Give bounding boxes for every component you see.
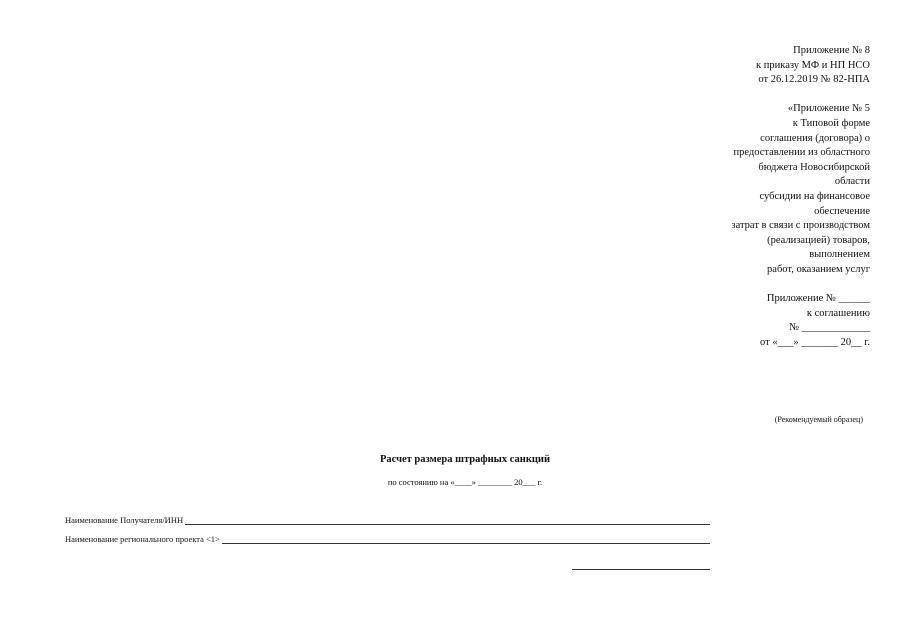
header-line: к Типовой форме (792, 117, 870, 129)
signature-line (572, 569, 710, 570)
header-line: области (834, 176, 870, 188)
project-underline (222, 533, 710, 544)
header-line: предоставлении из областного (733, 147, 870, 159)
project-label: Наименование регионального проекта <1> (65, 534, 220, 544)
header-line: обеспечение (814, 205, 870, 217)
header-line: работ, оказанием услуг (767, 263, 870, 275)
header-gap (650, 278, 870, 293)
as-of-date: по состоянию на «____» ________ 20___ г. (387, 477, 543, 487)
header-line: затрат в связи с производством (731, 220, 870, 232)
recipient-label: Наименование Получателя/ИНН (65, 515, 184, 525)
header-line: № _____________ (789, 322, 870, 334)
header-gap (650, 88, 870, 103)
header-line: соглашения (договора) о (760, 132, 870, 144)
header-line: от 26.12.2019 № 82-НПА (758, 74, 870, 86)
header-line: к соглашению (806, 307, 870, 319)
header-line: от «___» _______ 20__ г. (760, 336, 870, 348)
recipient-field (65, 513, 710, 525)
header-line: Приложение № 8 (793, 45, 870, 56)
header-line: выполнением (809, 249, 870, 261)
header-block (650, 44, 870, 350)
header-line: (реализацией) товаров, (767, 234, 870, 246)
document-title: Расчет размера штрафных санкций (379, 454, 551, 465)
header-line: Приложение № ______ (766, 293, 870, 305)
recipient-underline (185, 514, 710, 525)
recommended-sample-label: (Рекомендуемый образец) (774, 415, 863, 424)
header-line: «Приложение № 5 (787, 103, 870, 115)
header-line: субсидии на финансовое (759, 190, 870, 202)
header-line: бюджета Новосибирской (758, 161, 870, 173)
project-field (65, 532, 710, 544)
header-line: к приказу МФ и НП НСО (756, 59, 870, 71)
